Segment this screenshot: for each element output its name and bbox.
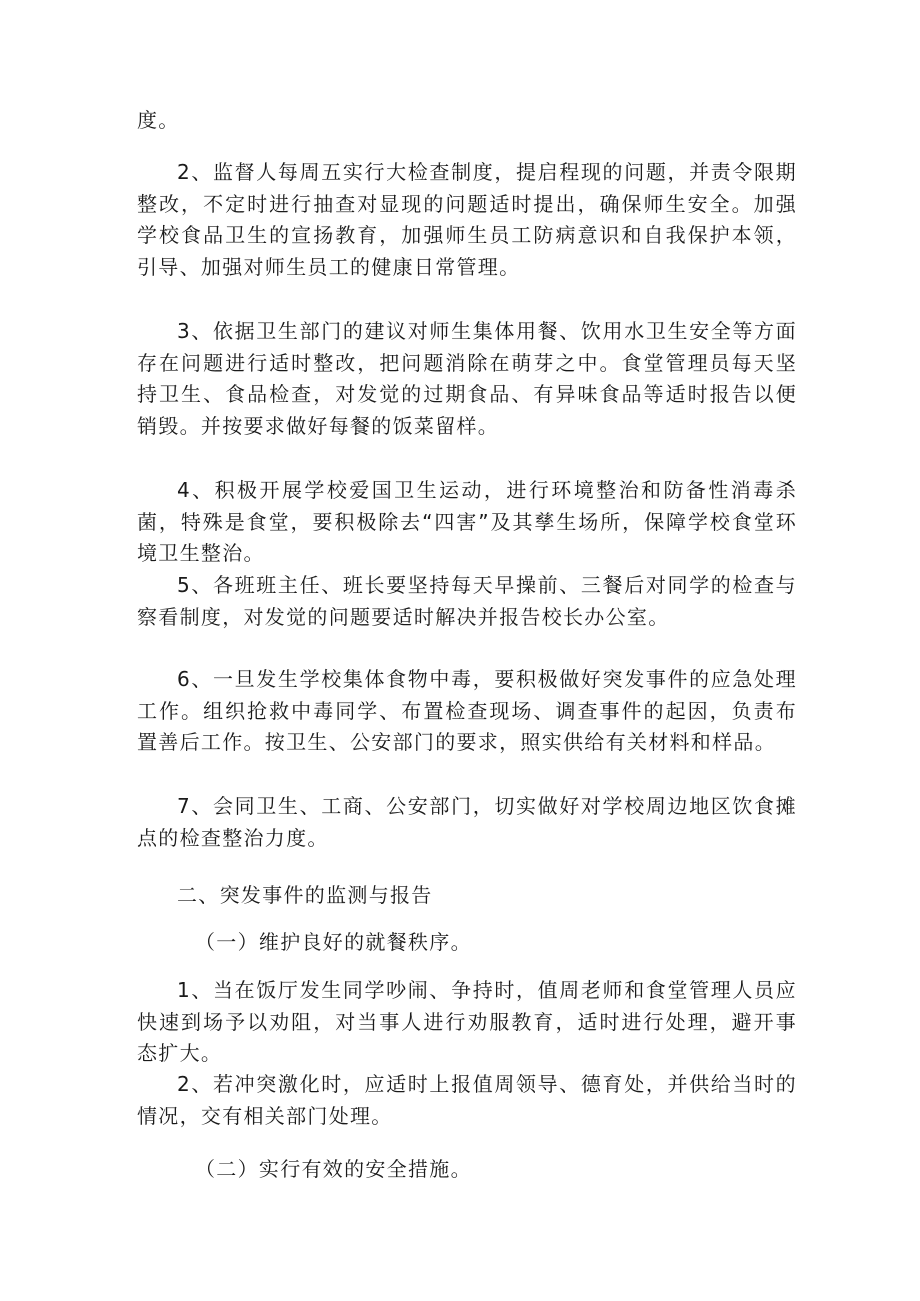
paragraph-item-5: 5、各班班主任、班长要坚持每天早操前、三餐后对同学的检查与察看制度，对发觉的问题要适时解决并报告校长办公室。 bbox=[137, 573, 797, 629]
subsection-heading-1: （一）维护良好的就餐秩序。 bbox=[195, 930, 472, 954]
paragraph-continuation: 度。 bbox=[137, 108, 180, 132]
paragraph-item-7: 7、会同卫生、工商、公安部门，切实做好对学校周边地区饮食摊点的检查整治力度。 bbox=[137, 794, 797, 850]
paragraph-sub-item-2: 2、若冲突激化时，应适时上报值周领导、德育处，并供给当时的情况，交有相关部门处理。 bbox=[137, 1072, 797, 1128]
paragraph-item-2: 2、监督人每周五实行大检查制度，提启程现的问题，并责令限期整改，不定时进行抽查对显现的问题适时提出，确保师生安全。加强学校食品卫生的宣扬教育，加强师生员工防病意识和自我保护本领，引导、加强对师生员工的健康日常管理。 bbox=[137, 160, 797, 279]
paragraph-sub-item-1: 1、当在饭厅发生同学吵闹、争持时，值周老师和食堂管理人员应快速到场予以劝阻，对当事人进行劝服教育，适时进行处理，避开事态扩大。 bbox=[137, 978, 797, 1065]
paragraph-item-3: 3、依据卫生部门的建议对师生集体用餐、饮用水卫生安全等方面存在问题进行适时整改，把问题消除在萌芽之中。食堂管理员每天坚持卫生、食品检查，对发觉的过期食品、有异味食品等适时报告以便销毁。并按要求做好每餐的饭菜留样。 bbox=[137, 319, 797, 438]
subsection-heading-2: （二）实行有效的安全措施。 bbox=[195, 1157, 472, 1181]
paragraph-item-4: 4、积极开展学校爱国卫生运动，进行环境整治和防备性消毒杀菌，特殊是食堂，要积极除去“四害”及其孳生场所，保障学校食堂环境卫生整治。 bbox=[137, 478, 797, 565]
paragraph-item-6: 6、一旦发生学校集体食物中毒，要积极做好突发事件的应急处理工作。组织抢救中毒同学、布置检查现场、调查事件的起因，负责布置善后工作。按卫生、公安部门的要求，照实供给有关材料和样品。 bbox=[137, 667, 797, 754]
section-heading-2: 二、突发事件的监测与报告 bbox=[177, 883, 433, 907]
